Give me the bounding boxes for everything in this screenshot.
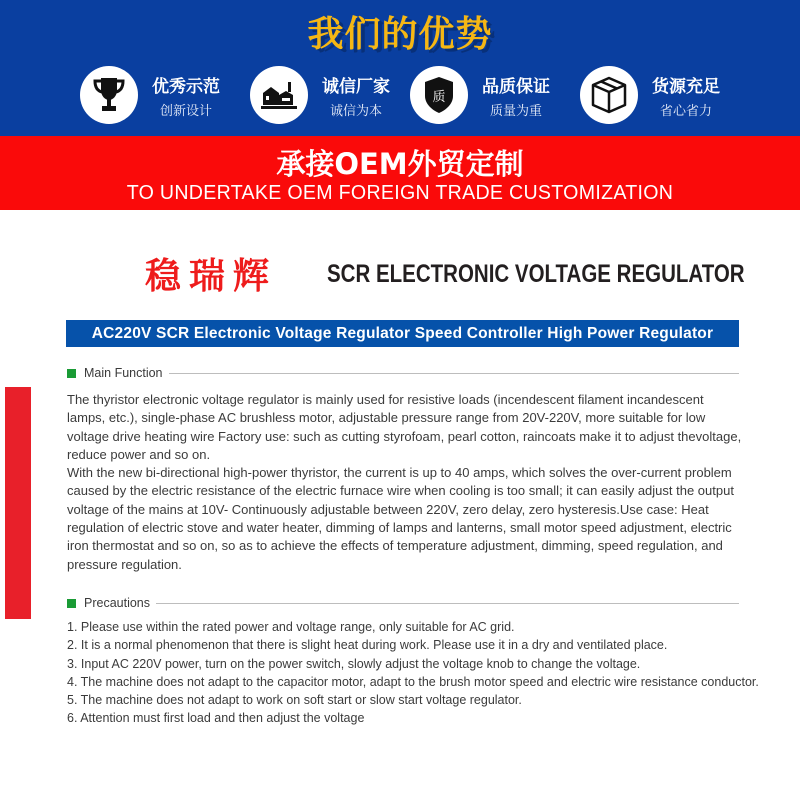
- trophy-icon: [80, 66, 138, 124]
- oem-strip: [0, 136, 800, 210]
- oem-title-cn: 承接OEM外贸定制: [276, 147, 524, 181]
- box-icon: [580, 66, 638, 124]
- left-accent-bar: [5, 387, 31, 619]
- advantage-subtitle: 诚信为本: [329, 104, 382, 119]
- advantage-title: 优秀示范: [152, 77, 220, 97]
- brand-name: 稳瑞辉: [145, 256, 278, 297]
- advantage-title: 品质保证: [482, 77, 550, 97]
- advantages-title: 我们的优势: [307, 14, 493, 55]
- section-header-main-function: [67, 365, 739, 381]
- advantage-subtitle: 省心省力: [659, 104, 712, 119]
- section-label: Precautions: [84, 596, 151, 610]
- section-marker-icon: [67, 369, 76, 378]
- factory-icon: [250, 66, 308, 124]
- advantage-subtitle: 质量为重: [489, 104, 542, 119]
- section-divider: [169, 373, 739, 374]
- product-banner: AC220V SCR Electronic Voltage Regulator Speed Controller High Power Regulator: [66, 320, 739, 347]
- paragraph: The thyristor electronic voltage regulator is mainly used for resistive loads (incendescent filament incandescent lamps, etc.), single-phase AC brushless motor, adjustable pressure range from 20V-220V, more suitable for low voltage drive heating wire Factory use: such as cutting styrofoam, pearl cotton, raincoats make it to adjust thevoltage, reduce power and so on.: [67, 392, 742, 462]
- list-item: 3. Input AC 220V power, turn on the power switch, slowly adjust the voltage knob to change the voltage.: [67, 656, 641, 671]
- section-label: Main Function: [84, 366, 163, 380]
- advantage-title: 货源充足: [652, 77, 720, 97]
- product-title: SCR ELECTRONIC VOLTAGE REGULATOR: [327, 260, 745, 288]
- svg-text:质: 质: [432, 90, 446, 105]
- oem-title-en: TO UNDERTAKE OEM FOREIGN TRADE CUSTOMIZATION: [126, 182, 674, 204]
- list-item: 5. The machine does not adapt to work on soft start or slow start voltage regulator.: [67, 693, 522, 708]
- list-item: 4. The machine does not adapt to the capacitor motor, adapt to the brush motor speed and electric wire resistance conductor.: [67, 674, 759, 689]
- advantage-subtitle: 创新设计: [159, 104, 212, 119]
- list-item: 2. It is a normal phenomenon that there is slight heat during work. Please use it in a dry and ventilated place.: [67, 638, 668, 653]
- paragraph: With the new bi-directional high-power thyristor, the current is up to 40 amps, which solves the over-current problem caused by the electric resistance of the electric furnace wire when cooling is too small; it can easily adjust the output voltage of the mains at 10V- Continuously adjustable between 220V, zero delay, zero hysteresis.Use case: Heat regulation of electric stove and water heater, dimming of lamps and lanterns, small motor speed adjustment, electric iron thermostat and so on, so as to achieve the effects of temperature adjustment, dimming, speed regulation, and pressure regulation.: [67, 465, 734, 572]
- shield-quality-icon: [410, 66, 468, 124]
- section-marker-icon: [67, 599, 76, 608]
- list-item: 6. Attention must first load and then adjust the voltage: [67, 711, 365, 726]
- list-item: 1. Please use within the rated power and voltage range, only suitable for AC grid.: [67, 620, 515, 634]
- advantage-title: 诚信厂家: [322, 77, 390, 97]
- precautions-list: [67, 618, 757, 728]
- main-function-text: [67, 391, 743, 574]
- section-header-precautions: [67, 595, 739, 611]
- advantages-header: [0, 0, 800, 136]
- section-divider: [156, 603, 739, 604]
